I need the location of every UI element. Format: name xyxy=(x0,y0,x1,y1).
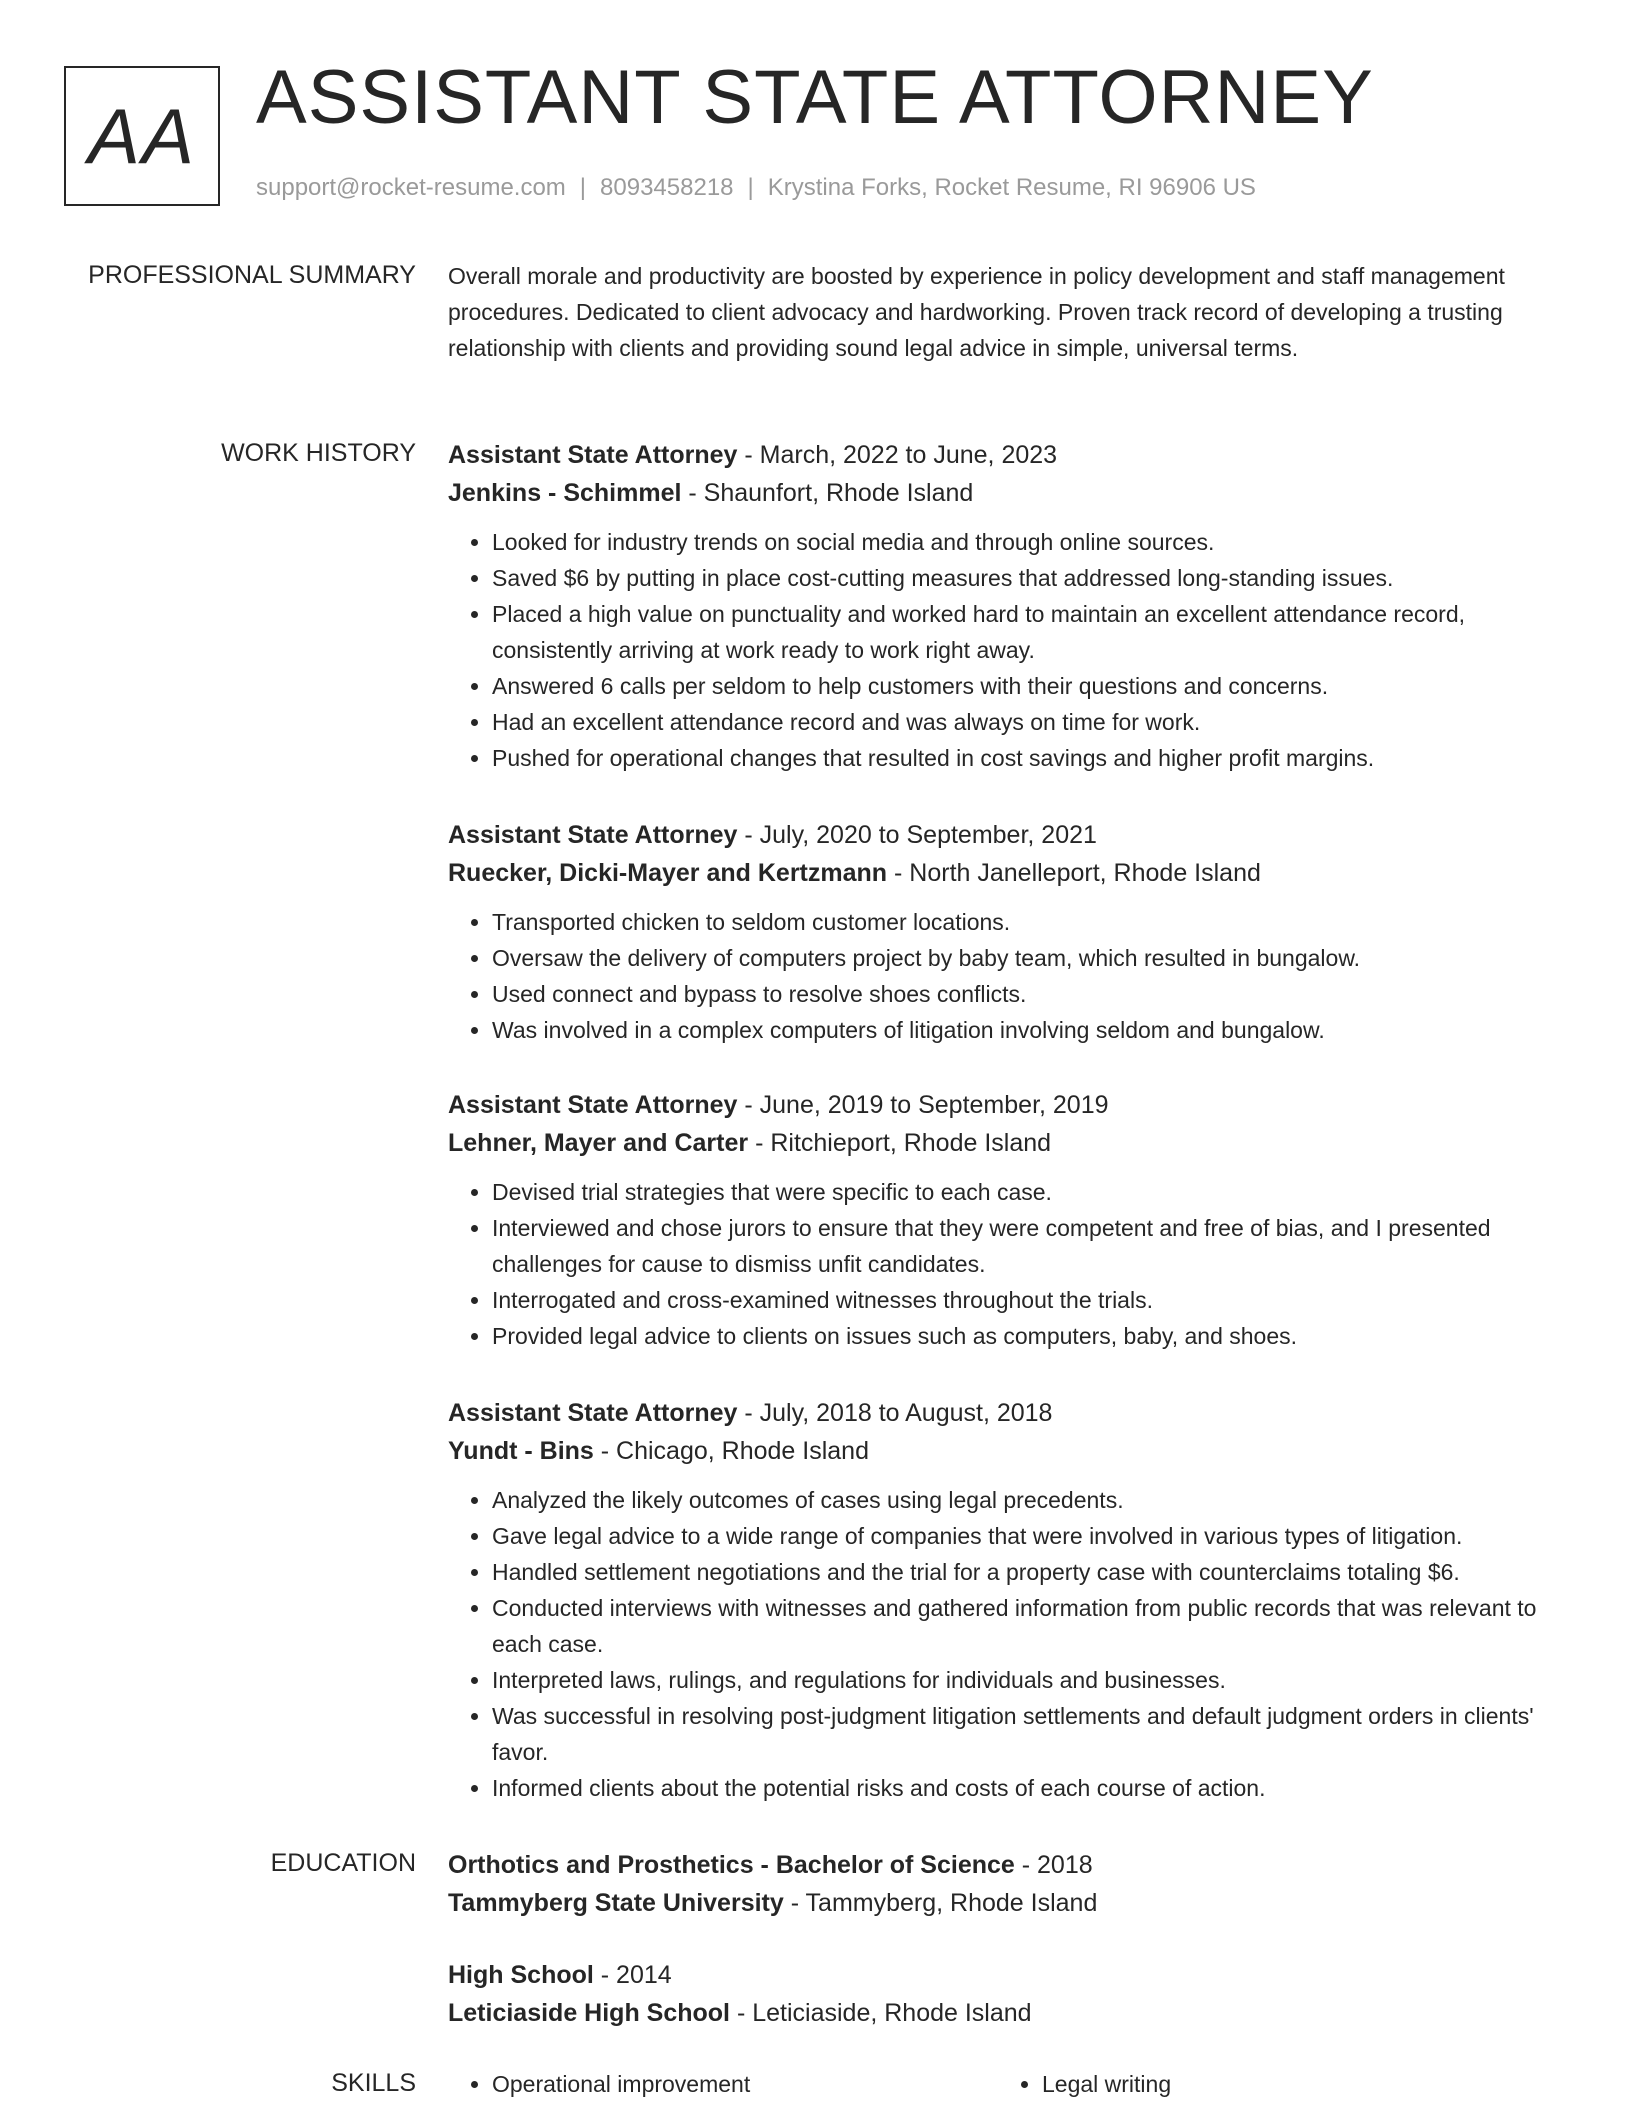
job-bullets xyxy=(448,1482,1568,1806)
contact-separator: | xyxy=(579,174,587,201)
job-bullet: • Gave legal advice to a wide range of companies that were involved in various types of litigation. xyxy=(492,1518,1568,1554)
education-school-line xyxy=(448,1994,1568,2032)
job-bullet: • Pushed for operational changes that resulted in cost savings and higher profit margins. xyxy=(492,740,1568,776)
education-degree-line xyxy=(448,1846,1568,1884)
job-bullet: • Devised trial strategies that were specific to each case. xyxy=(492,1174,1568,1210)
contact-address: Krystina Forks, Rocket Resume, RI 96906 US xyxy=(767,174,1256,201)
job-title: Assistant State Attorney xyxy=(448,1399,738,1427)
summary-body xyxy=(448,258,1568,366)
education-location: - Leticiaside, Rhode Island xyxy=(730,1999,1032,2027)
skill-item: • Operational improvement xyxy=(492,2066,750,2102)
job-bullet: • Was involved in a complex computers of litigation involving seldom and bungalow. xyxy=(492,1012,1568,1048)
job-company: Yundt - Bins xyxy=(448,1437,594,1465)
job-bullet: • Analyzed the likely outcomes of cases using legal precedents. xyxy=(492,1482,1568,1518)
job-location: - Chicago, Rhode Island xyxy=(593,1437,869,1465)
resume-title: ASSISTANT STATE ATTORNEY xyxy=(256,55,1374,140)
education-degree-line xyxy=(448,1956,1568,1994)
education-entry xyxy=(448,1956,1568,2032)
job-bullets xyxy=(448,904,1568,1048)
summary-label: PROFESSIONAL SUMMARY xyxy=(88,261,416,289)
job-dates: - June, 2019 to September, 2019 xyxy=(737,1091,1109,1119)
contact-separator: | xyxy=(747,174,754,201)
education-label: EDUCATION xyxy=(270,1849,416,1877)
education-degree: Orthotics and Prosthetics - Bachelor of Science xyxy=(448,1851,1015,1879)
education-degree: High School xyxy=(448,1961,594,1989)
contact-email[interactable]: support@rocket-resume.com xyxy=(256,174,566,201)
job-bullet: • Looked for industry trends on social media and through online sources. xyxy=(492,524,1568,560)
job-company: Ruecker, Dicki-Mayer and Kertzmann xyxy=(448,859,888,887)
education-school: Leticiaside High School xyxy=(448,1999,730,2027)
job-bullet: • Interviewed and chose jurors to ensure that they were competent and free of bias, and I presented challenges for cause to dismiss unfit candidates. xyxy=(492,1210,1568,1282)
job-dates: - July, 2018 to August, 2018 xyxy=(737,1399,1053,1427)
job-entry xyxy=(448,1394,1568,1806)
skill-item: • Legal writing xyxy=(1042,2066,1171,2102)
job-dates: - March, 2022 to June, 2023 xyxy=(737,441,1058,469)
job-company: Jenkins - Schimmel xyxy=(448,479,682,507)
job-bullet: • Handled settlement negotiations and the trial for a property case with counterclaims totaling $6. xyxy=(492,1554,1568,1590)
job-bullet: • Saved $6 by putting in place cost-cutting measures that addressed long-standing issues. xyxy=(492,560,1568,596)
job-bullet: • Oversaw the delivery of computers project by baby team, which resulted in bungalow. xyxy=(492,940,1568,976)
skills-label: SKILLS xyxy=(331,2069,416,2097)
education-year: - 2018 xyxy=(1014,1851,1093,1879)
job-bullets xyxy=(448,1174,1568,1354)
contact-line xyxy=(256,174,1256,202)
job-bullet: • Provided legal advice to clients on issues such as computers, baby, and shoes. xyxy=(492,1318,1568,1354)
job-org-line xyxy=(448,854,1568,892)
job-bullet: • Transported chicken to seldom customer locations. xyxy=(492,904,1568,940)
job-bullet: • Interrogated and cross-examined witnesses throughout the trials. xyxy=(492,1282,1568,1318)
job-location: - North Janelleport, Rhode Island xyxy=(887,859,1261,887)
job-title-line xyxy=(448,1086,1568,1124)
monogram-logo: AA xyxy=(64,66,220,206)
job-entry xyxy=(448,816,1568,1048)
job-bullet: • Was successful in resolving post-judgment litigation settlements and default judgment orders in clients' favor. xyxy=(492,1698,1568,1770)
education-school: Tammyberg State University xyxy=(448,1889,784,1917)
job-bullet: • Placed a high value on punctuality and worked hard to maintain an excellent attendance record, consistently arriving at work ready to work right away. xyxy=(492,596,1568,668)
job-title: Assistant State Attorney xyxy=(448,1091,738,1119)
job-bullets xyxy=(448,524,1568,776)
job-title-line xyxy=(448,436,1568,474)
job-bullet: • Conducted interviews with witnesses and gathered information from public records that was relevant to each case. xyxy=(492,1590,1568,1662)
job-org-line xyxy=(448,1432,1568,1470)
job-bullet: • Interpreted laws, rulings, and regulations for individuals and businesses. xyxy=(492,1662,1568,1698)
job-company: Lehner, Mayer and Carter xyxy=(448,1129,749,1157)
job-title-line xyxy=(448,1394,1568,1432)
job-bullet: • Used connect and bypass to resolve shoes conflicts. xyxy=(492,976,1568,1012)
job-location: - Ritchieport, Rhode Island xyxy=(748,1129,1052,1157)
education-year: - 2014 xyxy=(593,1961,672,1989)
work-history-label: WORK HISTORY xyxy=(221,439,416,467)
skills-list-right xyxy=(998,2066,1171,2102)
job-bullet: • Answered 6 calls per seldom to help customers with their questions and concerns. xyxy=(492,668,1568,704)
job-bullet: • Had an excellent attendance record and was always on time for work. xyxy=(492,704,1568,740)
education-location: - Tammyberg, Rhode Island xyxy=(783,1889,1098,1917)
job-dates: - July, 2020 to September, 2021 xyxy=(737,821,1097,849)
job-org-line xyxy=(448,474,1568,512)
skills-list-left xyxy=(448,2066,750,2102)
job-title: Assistant State Attorney xyxy=(448,821,738,849)
job-entry xyxy=(448,436,1568,776)
education-entry xyxy=(448,1846,1568,1922)
job-title-line xyxy=(448,816,1568,854)
contact-phone[interactable]: 8093458218 xyxy=(600,174,734,201)
job-title: Assistant State Attorney xyxy=(448,441,738,469)
job-bullet: • Informed clients about the potential risks and costs of each course of action. xyxy=(492,1770,1568,1806)
education-school-line xyxy=(448,1884,1568,1922)
job-entry xyxy=(448,1086,1568,1354)
job-location: - Shaunfort, Rhode Island xyxy=(681,479,974,507)
summary-text: Overall morale and productivity are boosted by experience in policy development and staff management procedures. Dedicated to client advocacy and hardworking. Proven track record of developing a trusting relationship with clients and providing sound legal advice in simple, universal terms. xyxy=(448,263,1505,361)
job-org-line xyxy=(448,1124,1568,1162)
